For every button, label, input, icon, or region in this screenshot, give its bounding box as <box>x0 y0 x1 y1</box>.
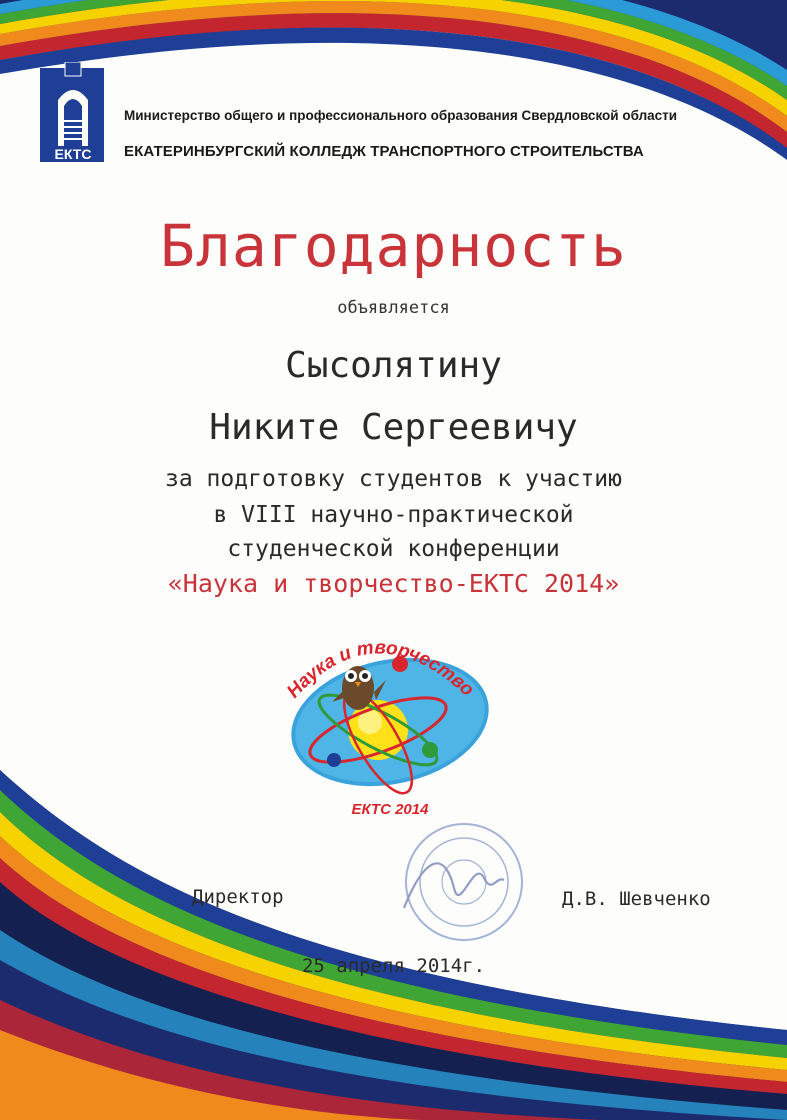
recipient-surname: Сысолятину <box>285 345 502 386</box>
emblem-bottom-text: ЕКТС 2014 <box>351 801 429 818</box>
certificate-subtitle: объявляется <box>337 298 450 318</box>
official-seal <box>384 818 534 948</box>
college-logo <box>38 62 108 166</box>
signatory-name: Д.В. Шевченко <box>562 888 711 910</box>
reason-line-1: за подготовку студентов к участию <box>165 466 622 492</box>
issue-date: 25 апреля 2014г. <box>301 955 486 977</box>
ministry-name: Министерство общего и профессионального образования Свердловской области <box>124 108 678 123</box>
conference-emblem <box>278 612 498 830</box>
conference-name: «Наука и творчество-ЕКТС 2014» <box>167 569 620 598</box>
reason-line-2: в VIII научно-практической <box>213 502 574 528</box>
logo-text: ЕКТС <box>54 146 92 162</box>
signatory-position: Директор <box>192 886 284 908</box>
college-name: ЕКАТЕРИНБУРГСКИЙ КОЛЛЕДЖ ТРАНСПОРТНОГО СТРОИТЕЛЬСТВА <box>124 143 644 160</box>
emblem-top-text: Наука и творчество <box>283 637 478 703</box>
certificate-title: Благодарность <box>160 212 627 280</box>
reason-line-3: студенческой конференции <box>227 536 560 562</box>
recipient-given-names: Никите Сергеевичу <box>209 407 578 448</box>
